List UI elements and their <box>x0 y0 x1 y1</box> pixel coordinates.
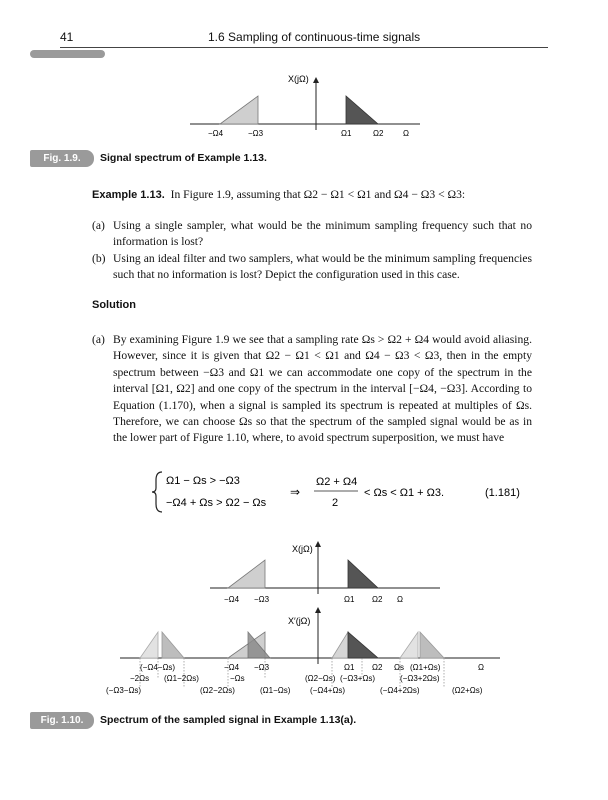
tick-label: −Ω3 <box>248 129 264 138</box>
equation-right-side: < Ωs < Ω1 + Ω3. <box>364 487 445 499</box>
equation-1-181 <box>140 468 540 518</box>
top-negative-band <box>228 560 265 588</box>
replica-band <box>420 632 444 658</box>
solution-text: By examining Figure 1.9 we see that a sampling rate Ωs > Ω2 + Ω4 would avoid aliasing. However, since it is given that Ω2 − Ω1 < Ω1 and Ω4 − Ω3 < Ω3, then in the empty spectrum between −Ω3 and Ω1 we can accommodate one copy of the spectrum in the interval [Ω1, Ω2] and one copy of the spectrum in the interval [−Ω4, −Ω3]. According to Equation (1.170), when a signal is sampled its spectrum is repeated at multiples of Ωs. Therefore, we can choose Ωs so that the spectrum of the sampled signal would be as in the lower part of Figure 1.10, where, to avoid spectrum superposition, we must have <box>113 333 532 445</box>
tick-label: (−Ω3+2Ωs) <box>400 674 440 683</box>
tick-label: −Ω4 <box>224 595 240 604</box>
figure-1-10-badge: Fig. 1.10. <box>30 712 94 729</box>
example-item-b <box>92 251 532 284</box>
tick-label: (−Ω4−Ωs) <box>140 663 176 672</box>
top-y-label: X(jΩ) <box>292 544 313 554</box>
figure-1-9-caption: Signal spectrum of Example 1.13. <box>100 152 267 164</box>
tick-label: Ω1 <box>344 595 355 604</box>
tick-label: −2Ωs <box>130 674 150 683</box>
item-label: (b) <box>92 251 106 265</box>
item-label: (a) <box>92 219 105 232</box>
replica-band <box>140 632 158 658</box>
tick-label: (Ω1−Ωs) <box>260 686 291 695</box>
tick-label: Ω <box>397 595 403 604</box>
example-intro <box>92 187 532 203</box>
tick-label: −Ωs <box>230 674 245 683</box>
tick-label: Ω1 <box>344 663 355 672</box>
spectrum-negative-band <box>220 96 258 124</box>
page-number: 41 <box>60 30 74 44</box>
replica-band <box>400 632 418 658</box>
solution-item-a <box>92 332 532 447</box>
y-axis-label: X(jΩ) <box>288 74 309 84</box>
solution-paragraph <box>92 332 532 447</box>
tick-label: (−Ω4+Ωs) <box>310 686 346 695</box>
figure-1-10-caption: Spectrum of the sampled signal in Example 1.13(a). <box>100 714 357 726</box>
tick-label: (Ω2+Ωs) <box>452 686 483 695</box>
tick-label: −Ω4 <box>208 129 224 138</box>
tick-label: −Ω3 <box>254 595 270 604</box>
tick-label: (Ω1+Ωs) <box>410 663 441 672</box>
header-rule <box>60 47 548 48</box>
item-text: Using an ideal filter and two samplers, what would be the minimum sampling frequencies such that no information is lost? Depict the configuration used in this case. <box>113 251 532 282</box>
tick-label: (−Ω4+2Ωs) <box>380 686 420 695</box>
top-positive-band <box>348 560 378 588</box>
figure-1-10-plot <box>100 538 540 703</box>
figure-1-9-plot <box>180 70 440 140</box>
tick-label: (−Ω3−Ωs) <box>106 686 142 695</box>
tick-label: Ω2 <box>372 595 383 604</box>
tick-label: −Ω4 <box>224 663 240 672</box>
tick-label: Ω2 <box>372 663 383 672</box>
bottom-y-label: X′(jΩ) <box>288 616 311 626</box>
tick-label: (Ω2−Ωs) <box>305 674 336 683</box>
tick-label: Ω2 <box>373 129 384 138</box>
running-header: 1.6 Sampling of continuous-time signals <box>208 30 421 44</box>
header-decoration-bar <box>30 50 105 58</box>
example-intro-text: In Figure 1.9, assuming that Ω2 − Ω1 < Ω1 and Ω4 − Ω3 < Ω3: <box>170 188 466 201</box>
tick-label: Ω <box>403 129 409 138</box>
replica-band <box>332 632 348 658</box>
replica-band <box>348 632 378 658</box>
tick-label: Ω1 <box>341 129 352 138</box>
equation-number: (1.181) <box>485 487 520 499</box>
tick-label: (−Ω3+Ωs) <box>340 674 376 683</box>
replica-band <box>162 632 184 658</box>
equation-line-2: −Ω4 + Ωs > Ω2 − Ωs <box>166 497 267 509</box>
example-heading: Example 1.13. <box>92 189 165 201</box>
figure-1-9-badge: Fig. 1.9. <box>30 150 94 167</box>
equation-line-1: Ω1 − Ωs > −Ω3 <box>166 475 240 487</box>
item-text: Using a single sampler, what would be the minimum sampling frequency such that no information is lost? <box>113 219 532 249</box>
fraction-numerator: Ω2 + Ω4 <box>316 476 358 488</box>
equation-brace <box>152 472 162 512</box>
spectrum-positive-band <box>346 96 378 124</box>
solution-heading: Solution <box>92 299 136 311</box>
tick-label: Ω <box>478 663 484 672</box>
example-item-a <box>92 218 532 251</box>
fraction-denominator: 2 <box>332 497 339 509</box>
example-item-list <box>92 218 532 284</box>
item-label: (a) <box>92 333 105 346</box>
tick-label: Ωs <box>394 663 404 672</box>
tick-label: −Ω3 <box>254 663 270 672</box>
implies-arrow: ⇒ <box>290 485 301 499</box>
tick-label: (Ω1−2Ωs) <box>164 674 199 683</box>
tick-label: (Ω2−2Ωs) <box>200 686 235 695</box>
